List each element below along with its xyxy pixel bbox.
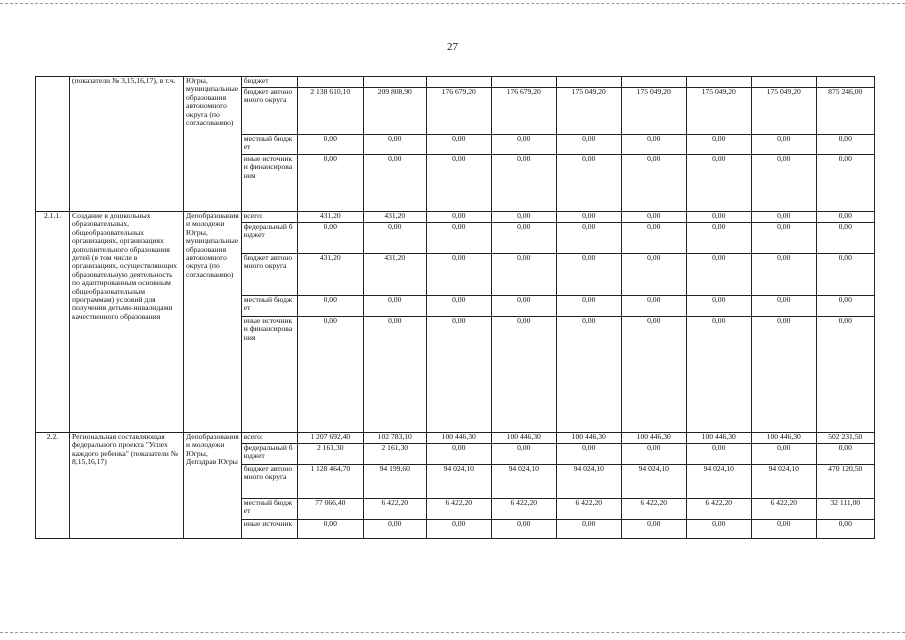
amount-cell: 0,00 [751,155,816,212]
amount-cell: 0,00 [556,296,621,317]
amount-cell: 0,00 [621,444,686,465]
amount-cell [297,77,363,88]
amount-cell: 0,00 [556,223,621,254]
table-row [36,433,875,444]
funding-source: всего: [241,212,297,223]
amount-cell: 175 049,20 [556,88,621,135]
amount-cell: 0,00 [426,296,491,317]
amount-cell: 0,00 [816,444,874,465]
amount-cell: 0,00 [751,223,816,254]
amount-cell: 2 138 610,10 [297,88,363,135]
amount-cell: 431,20 [297,212,363,223]
amount-cell: 1 128 464,70 [297,465,363,499]
amount-cell: 0,00 [426,212,491,223]
amount-cell: 0,00 [686,212,751,223]
amount-cell: 0,00 [686,317,751,433]
activity-name: Создание в дошкольных образовательных, общеобразовательных организациях, организациях дополнительного образования детей (в том числе в организациях, осуществляющих образовательную деятельность по адаптированным основным общеобразовательным программам) условий для получения детьми-инвалидами качественного образования [70,212,184,433]
amount-cell: 0,00 [816,212,874,223]
amount-cell: 6 422,20 [621,499,686,520]
amount-cell: 2 161,30 [363,444,426,465]
amount-cell: 94 199,60 [363,465,426,499]
amount-cell: 0,00 [297,520,363,539]
amount-cell: 0,00 [751,520,816,539]
amount-cell: 0,00 [621,317,686,433]
amount-cell: 0,00 [686,155,751,212]
funding-source: иные источники финансирования [241,317,297,433]
amount-cell: 502 231,50 [816,433,874,444]
funding-source: местный бюджет [241,296,297,317]
amount-cell: 0,00 [816,155,874,212]
amount-cell: 100 446,30 [426,433,491,444]
amount-cell: 0,00 [686,254,751,296]
amount-cell [686,77,751,88]
amount-cell: 0,00 [686,444,751,465]
funding-source: бюджет автономного округа [241,254,297,296]
amount-cell: 175 049,20 [686,88,751,135]
amount-cell: 0,00 [426,317,491,433]
amount-cell: 875 246,00 [816,88,874,135]
amount-cell: 0,00 [621,155,686,212]
amount-cell: 0,00 [816,317,874,433]
amount-cell [426,77,491,88]
funding-source: бюджет [241,77,297,88]
amount-cell: 94 024,10 [621,465,686,499]
executor: Депобразования и молодежи Югры, Депздрав Югры [184,433,242,539]
amount-cell: 431,20 [363,212,426,223]
amount-cell: 0,00 [297,317,363,433]
page-number: 27 [447,41,458,53]
funding-source: бюджет автономного округа [241,465,297,499]
amount-cell: 0,00 [686,135,751,155]
funding-source: федеральный бюджет [241,444,297,465]
amount-cell: 176 679,20 [426,88,491,135]
amount-cell: 0,00 [491,296,556,317]
amount-cell: 0,00 [297,155,363,212]
funding-source: иные источники финансирования [241,155,297,212]
amount-cell: 175 049,20 [751,88,816,135]
amount-cell: 0,00 [816,254,874,296]
amount-cell: 0,00 [751,444,816,465]
amount-cell: 431,20 [363,254,426,296]
amount-cell: 6 422,20 [686,499,751,520]
amount-cell: 0,00 [491,135,556,155]
amount-cell: 94 024,10 [491,465,556,499]
row-code [36,77,70,212]
amount-cell: 0,00 [363,296,426,317]
amount-cell: 0,00 [556,155,621,212]
scan-edge-bottom [0,632,905,633]
amount-cell: 0,00 [686,296,751,317]
amount-cell: 0,00 [751,135,816,155]
scan-edge-top [0,3,905,4]
amount-cell [556,77,621,88]
amount-cell: 0,00 [363,135,426,155]
amount-cell: 0,00 [491,212,556,223]
budget-table [35,76,875,539]
amount-cell [751,77,816,88]
table-row [36,77,875,88]
amount-cell: 0,00 [491,155,556,212]
funding-source: местный бюджет [241,135,297,155]
amount-cell: 175 049,20 [621,88,686,135]
amount-cell: 176 679,20 [491,88,556,135]
amount-cell: 0,00 [363,520,426,539]
amount-cell: 100 446,30 [491,433,556,444]
amount-cell: 94 024,10 [426,465,491,499]
funding-source: всего: [241,433,297,444]
amount-cell: 0,00 [621,223,686,254]
executor: Югры, муниципальные образования автономного округа (по согласованию) [184,77,242,212]
table-body [36,77,875,539]
amount-cell: 209 808,90 [363,88,426,135]
amount-cell: 0,00 [751,212,816,223]
amount-cell: 77 066,40 [297,499,363,520]
amount-cell: 0,00 [491,444,556,465]
amount-cell: 100 446,30 [556,433,621,444]
amount-cell: 100 446,30 [686,433,751,444]
amount-cell: 6 422,20 [426,499,491,520]
amount-cell: 0,00 [297,135,363,155]
amount-cell: 0,00 [556,135,621,155]
amount-cell: 0,00 [426,520,491,539]
amount-cell: 100 446,30 [621,433,686,444]
row-code: 2.1.1. [36,212,70,433]
amount-cell: 6 422,20 [363,499,426,520]
amount-cell: 0,00 [621,135,686,155]
funding-source: федеральный бюджет [241,223,297,254]
amount-cell: 102 783,10 [363,433,426,444]
amount-cell: 0,00 [751,296,816,317]
amount-cell: 2 161,30 [297,444,363,465]
amount-cell: 0,00 [686,520,751,539]
amount-cell: 0,00 [686,223,751,254]
amount-cell: 0,00 [491,317,556,433]
amount-cell: 0,00 [297,223,363,254]
activity-name: Региональная составляющая федерального проекта "Успех каждого ребенка" (показатели № 8,15,16,17) [70,433,184,539]
amount-cell: 0,00 [426,223,491,254]
amount-cell: 0,00 [426,254,491,296]
executor: Депобразования и молодежи Югры, муниципальные образования автономного округа (по согласованию) [184,212,242,433]
amount-cell: 0,00 [816,223,874,254]
amount-cell: 6 422,20 [556,499,621,520]
amount-cell [816,77,874,88]
amount-cell: 0,00 [556,212,621,223]
amount-cell: 0,00 [751,317,816,433]
amount-cell: 0,00 [816,520,874,539]
amount-cell: 94 024,10 [751,465,816,499]
amount-cell: 0,00 [751,254,816,296]
funding-source: иные источник [241,520,297,539]
funding-source: местный бюджет [241,499,297,520]
amount-cell: 470 120,50 [816,465,874,499]
amount-cell: 1 207 692,40 [297,433,363,444]
amount-cell: 0,00 [556,317,621,433]
amount-cell: 100 446,30 [751,433,816,444]
amount-cell: 94 024,10 [556,465,621,499]
amount-cell: 0,00 [556,444,621,465]
amount-cell: 0,00 [621,520,686,539]
amount-cell: 0,00 [363,155,426,212]
amount-cell: 0,00 [621,212,686,223]
amount-cell: 0,00 [816,135,874,155]
funding-source: бюджет автономного округа [241,88,297,135]
amount-cell: 0,00 [426,444,491,465]
amount-cell: 0,00 [556,254,621,296]
activity-name: (показатели № 3,15,16,17), в т.ч. [70,77,184,212]
row-code: 2.2. [36,433,70,539]
amount-cell: 6 422,20 [751,499,816,520]
amount-cell: 431,20 [297,254,363,296]
amount-cell: 6 422,20 [491,499,556,520]
amount-cell: 0,00 [491,520,556,539]
amount-cell: 0,00 [621,296,686,317]
table-row [36,212,875,223]
amount-cell [363,77,426,88]
amount-cell: 0,00 [363,317,426,433]
amount-cell: 0,00 [816,296,874,317]
amount-cell: 0,00 [491,223,556,254]
amount-cell: 94 024,10 [686,465,751,499]
amount-cell: 0,00 [556,520,621,539]
amount-cell: 0,00 [491,254,556,296]
amount-cell [621,77,686,88]
amount-cell: 0,00 [363,223,426,254]
amount-cell [491,77,556,88]
amount-cell: 32 111,00 [816,499,874,520]
amount-cell: 0,00 [297,296,363,317]
amount-cell: 0,00 [426,135,491,155]
amount-cell: 0,00 [426,155,491,212]
amount-cell: 0,00 [621,254,686,296]
